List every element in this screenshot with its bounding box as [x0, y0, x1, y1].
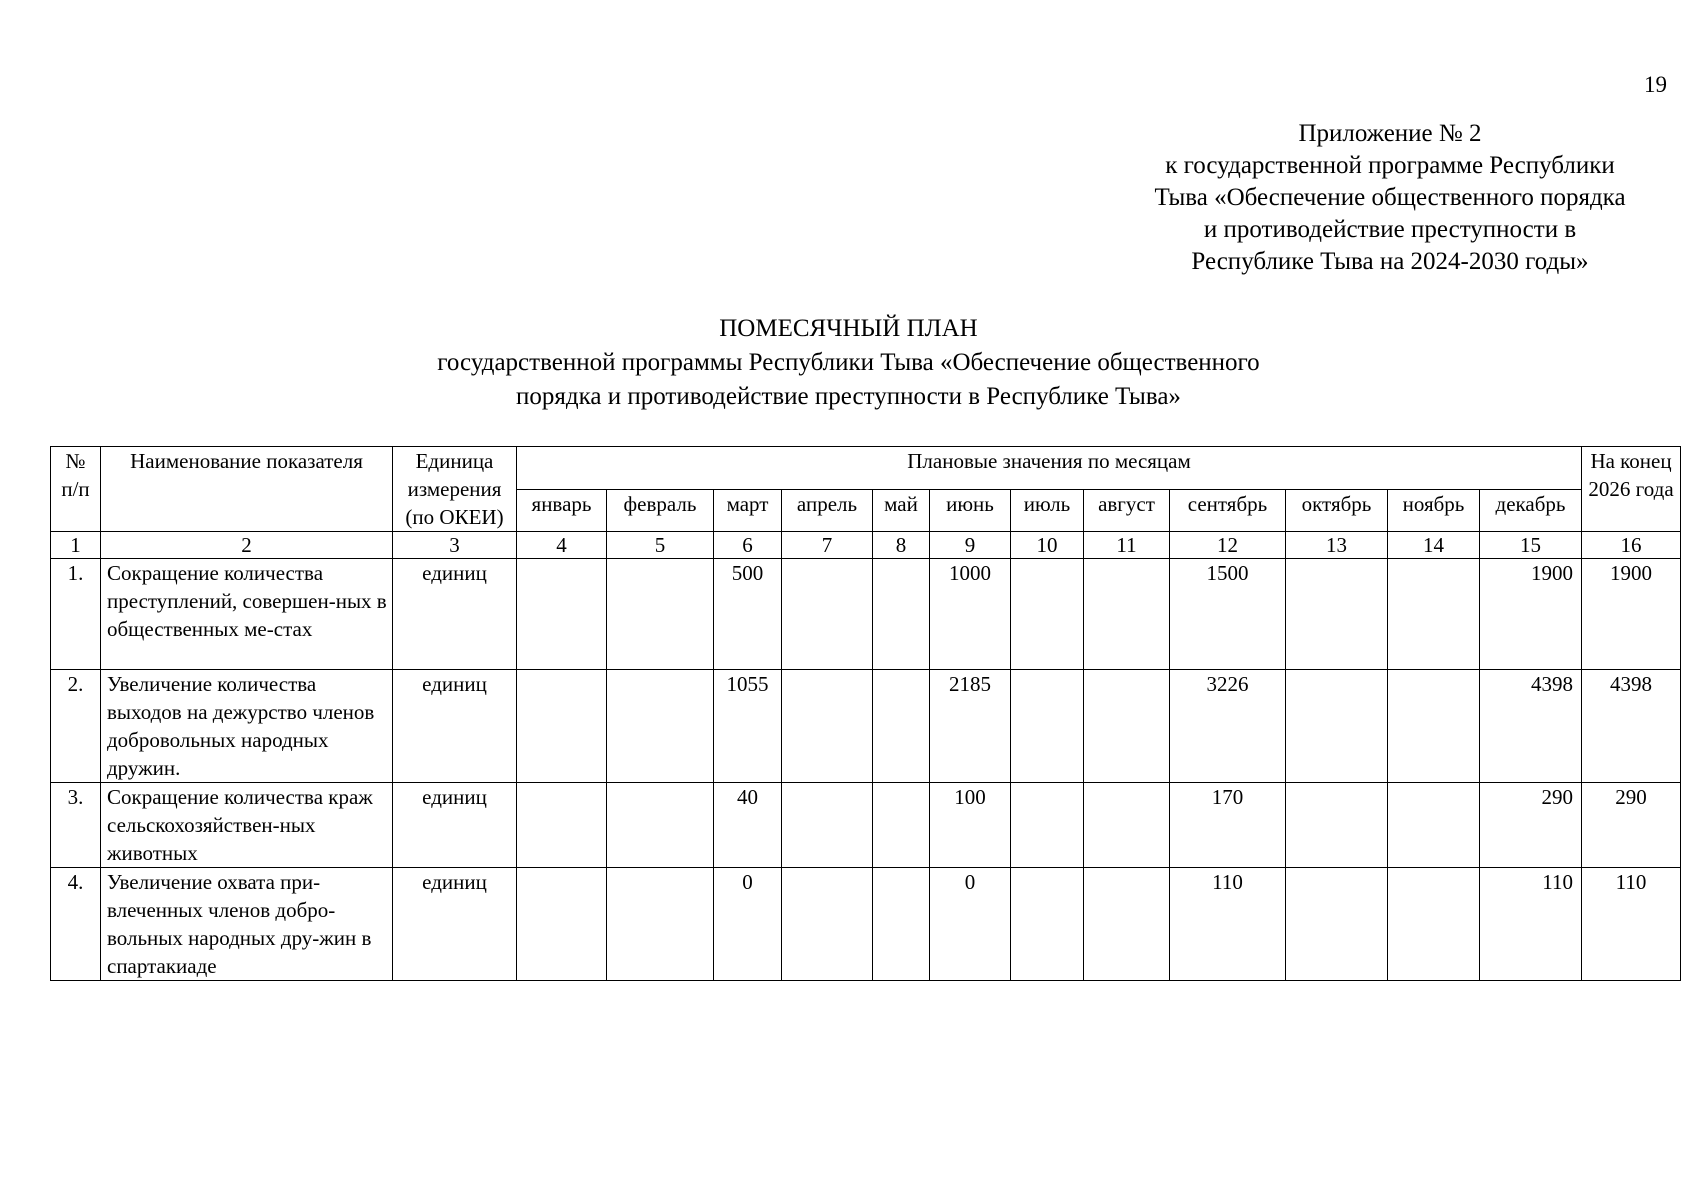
header-end: На конец 2026 года	[1582, 447, 1681, 532]
row-month-value	[1084, 559, 1170, 670]
row-month-value: 500	[714, 559, 782, 670]
row-month-value	[782, 670, 873, 783]
row-unit: единиц	[393, 783, 517, 868]
header-month: декабрь	[1480, 489, 1582, 532]
header-month: март	[714, 489, 782, 532]
header-month: июнь	[930, 489, 1011, 532]
row-month-value: 2185	[930, 670, 1011, 783]
table-row	[51, 868, 1681, 981]
row-num: 1.	[51, 559, 101, 670]
row-month-value	[607, 783, 714, 868]
row-month-value	[517, 868, 607, 981]
title-heading: ПОМЕСЯЧНЫЙ ПЛАН	[719, 315, 978, 342]
column-number: 9	[930, 532, 1011, 559]
page-number: 19	[1644, 72, 1667, 97]
header-name: Наименование показателя	[101, 447, 393, 532]
row-month-value	[1388, 868, 1480, 981]
column-number: 13	[1286, 532, 1388, 559]
column-number: 1	[51, 532, 101, 559]
header-month: январь	[517, 489, 607, 532]
document-title	[0, 312, 1697, 414]
row-month-value	[782, 559, 873, 670]
column-number: 3	[393, 532, 517, 559]
header-month: февраль	[607, 489, 714, 532]
appendix-line: Тыва «Обеспечение общественного порядка	[1154, 184, 1626, 211]
appendix-line: Республике Тыва на 2024-2030 годы»	[1191, 248, 1589, 275]
row-month-value	[1388, 670, 1480, 783]
monthly-plan-table	[50, 446, 1681, 981]
row-month-value	[1084, 783, 1170, 868]
header-month: ноябрь	[1388, 489, 1480, 532]
column-number: 12	[1170, 532, 1286, 559]
row-month-value: 1900	[1480, 559, 1582, 670]
row-month-value: 110	[1480, 868, 1582, 981]
row-month-value: 170	[1170, 783, 1286, 868]
row-month-value	[1388, 783, 1480, 868]
row-num: 2.	[51, 670, 101, 783]
header-month: сентябрь	[1170, 489, 1286, 532]
header-plan-group: Плановые значения по месяцам	[517, 447, 1582, 490]
row-month-value	[873, 559, 930, 670]
appendix-header	[1100, 118, 1680, 278]
header-month: май	[873, 489, 930, 532]
row-unit: единиц	[393, 670, 517, 783]
appendix-line: Приложение № 2	[1298, 120, 1482, 147]
row-month-value: 1000	[930, 559, 1011, 670]
column-number: 8	[873, 532, 930, 559]
row-month-value	[782, 783, 873, 868]
column-number: 2	[101, 532, 393, 559]
column-number: 6	[714, 532, 782, 559]
row-month-value: 100	[930, 783, 1011, 868]
row-month-value	[1011, 783, 1084, 868]
row-end-value: 290	[1582, 783, 1681, 868]
column-number: 11	[1084, 532, 1170, 559]
row-month-value	[1286, 670, 1388, 783]
row-unit: единиц	[393, 868, 517, 981]
column-number: 10	[1011, 532, 1084, 559]
row-num: 3.	[51, 783, 101, 868]
row-month-value: 4398	[1480, 670, 1582, 783]
row-end-value: 1900	[1582, 559, 1681, 670]
row-unit: единиц	[393, 559, 517, 670]
row-month-value	[1286, 783, 1388, 868]
column-number: 4	[517, 532, 607, 559]
row-name: Сокращение количества краж сельскохозяйствен-ных животных	[101, 783, 393, 868]
column-number: 5	[607, 532, 714, 559]
row-month-value: 110	[1170, 868, 1286, 981]
table-row	[51, 670, 1681, 783]
row-end-value: 4398	[1582, 670, 1681, 783]
row-name: Сокращение количества преступлений, совершен-ных в общественных ме-стах	[101, 559, 393, 670]
row-month-value	[607, 559, 714, 670]
row-month-value	[607, 670, 714, 783]
row-month-value	[1084, 670, 1170, 783]
header-month: июль	[1011, 489, 1084, 532]
header-month: октябрь	[1286, 489, 1388, 532]
column-number: 7	[782, 532, 873, 559]
column-number-row	[51, 532, 1681, 559]
row-month-value	[1011, 559, 1084, 670]
row-month-value	[782, 868, 873, 981]
row-month-value: 290	[1480, 783, 1582, 868]
title-line: порядка и противодействие преступности в Республике Тыва»	[516, 383, 1181, 410]
row-end-value: 110	[1582, 868, 1681, 981]
row-month-value: 3226	[1170, 670, 1286, 783]
header-month: август	[1084, 489, 1170, 532]
row-num: 4.	[51, 868, 101, 981]
row-month-value	[1286, 868, 1388, 981]
header-month: апрель	[782, 489, 873, 532]
row-month-value: 40	[714, 783, 782, 868]
header-num: № п/п	[51, 447, 101, 532]
column-number: 16	[1582, 532, 1681, 559]
row-month-value	[607, 868, 714, 981]
row-month-value: 0	[714, 868, 782, 981]
row-month-value	[1084, 868, 1170, 981]
row-month-value	[1011, 670, 1084, 783]
table-row	[51, 559, 1681, 670]
column-number: 14	[1388, 532, 1480, 559]
header-unit: Единица измерения (по ОКЕИ)	[393, 447, 517, 532]
row-month-value	[517, 783, 607, 868]
row-month-value	[517, 670, 607, 783]
header-row	[51, 447, 1681, 490]
row-name: Увеличение охвата при-влеченных членов добро-вольных народных дру-жин в спартакиаде	[101, 868, 393, 981]
column-number: 15	[1480, 532, 1582, 559]
row-month-value	[873, 868, 930, 981]
appendix-line: к государственной программе Республики	[1165, 152, 1615, 179]
row-name: Увеличение количества выходов на дежурство членов добровольных народных дружин.	[101, 670, 393, 783]
row-month-value	[873, 670, 930, 783]
row-month-value: 1500	[1170, 559, 1286, 670]
row-month-value: 0	[930, 868, 1011, 981]
row-month-value	[1388, 559, 1480, 670]
row-month-value: 1055	[714, 670, 782, 783]
appendix-line: и противодействие преступности в	[1203, 216, 1577, 243]
title-line: государственной программы Республики Тыва «Обеспечение общественного	[437, 349, 1260, 376]
table-row	[51, 783, 1681, 868]
row-month-value	[873, 783, 930, 868]
row-month-value	[1011, 868, 1084, 981]
row-month-value	[1286, 559, 1388, 670]
row-month-value	[517, 559, 607, 670]
